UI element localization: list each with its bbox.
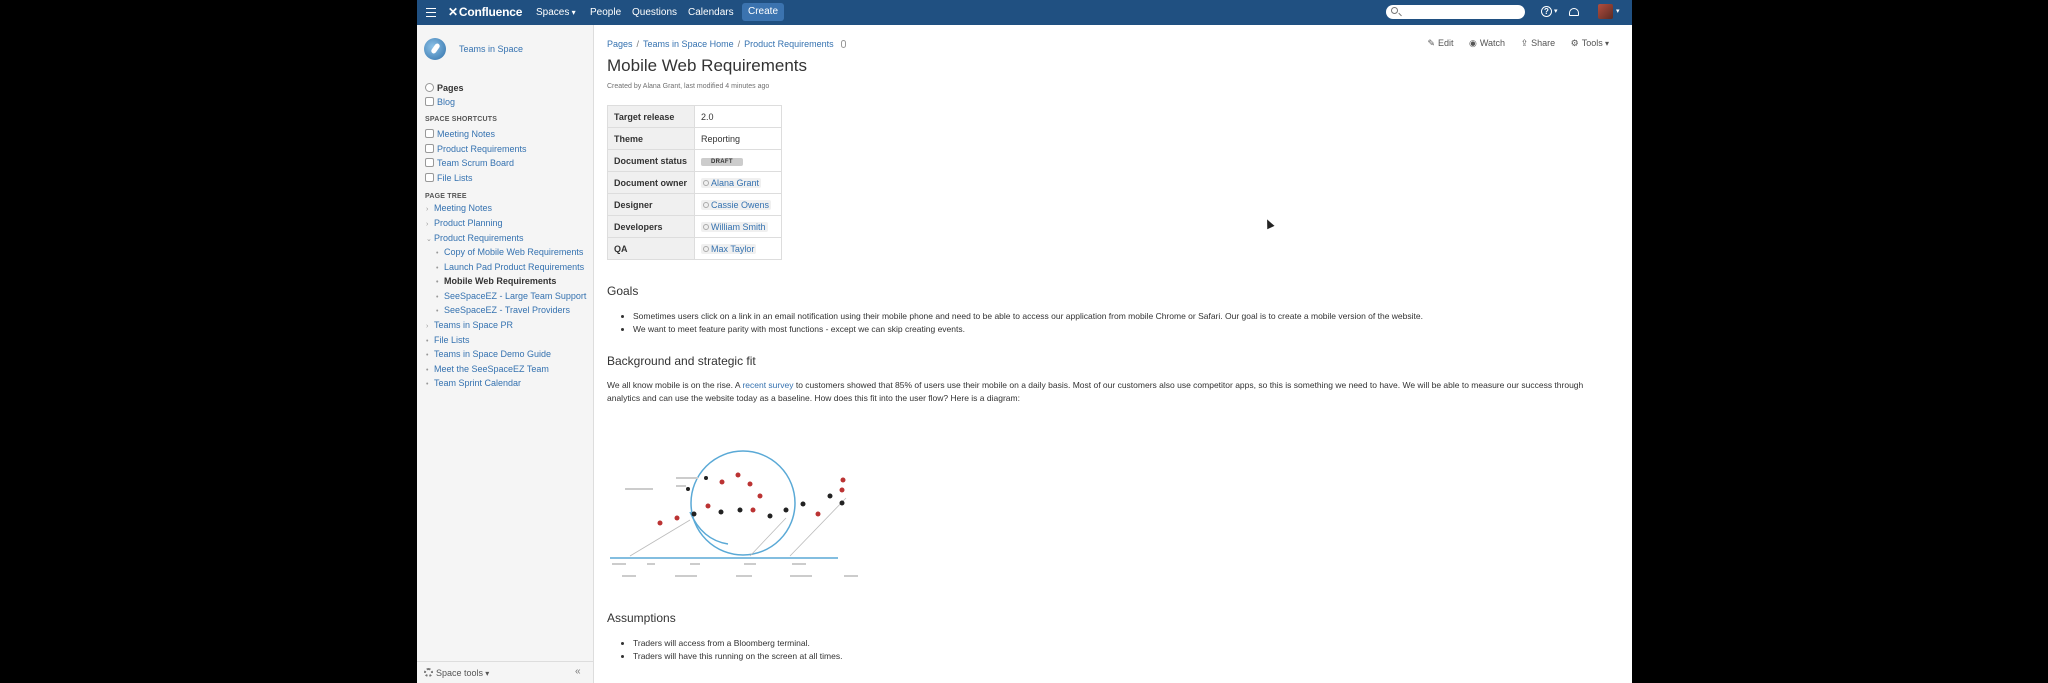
diagram-label (676, 477, 698, 479)
bullet-icon: • (426, 338, 429, 345)
nav-calendars-link[interactable]: Calendars (688, 7, 734, 18)
pencil-icon: ✎ (1427, 38, 1435, 48)
create-button[interactable]: Create (742, 3, 784, 21)
page-actions (1414, 38, 1609, 49)
diagram-node (758, 494, 763, 499)
edit-button[interactable]: ✎ Edit (1427, 38, 1454, 48)
sidebar-divider (417, 661, 594, 662)
share-button[interactable]: ⇪ Share (1520, 38, 1556, 48)
page-icon (425, 129, 434, 138)
user-icon (703, 224, 709, 230)
user-flow-diagram (610, 448, 930, 588)
diagram-label (736, 575, 752, 577)
diagram-label (790, 575, 812, 577)
bullet-icon: • (426, 381, 429, 388)
shortcut-product-requirements[interactable]: Product Requirements (425, 144, 527, 154)
shortcut-team-scrum-board[interactable]: Team Scrum Board (425, 158, 514, 168)
diagram-label (647, 563, 655, 565)
attachment-icon[interactable] (841, 40, 846, 48)
chevron-down-icon[interactable]: ⌄ (426, 236, 432, 243)
diagram-node (706, 504, 711, 509)
bullet-icon: • (436, 265, 439, 272)
confluence-app (417, 0, 1632, 683)
collapse-sidebar-icon[interactable]: « (575, 666, 581, 677)
table-value (695, 216, 782, 238)
table-key: Target release (608, 106, 695, 128)
diagram-node (784, 508, 789, 513)
page-properties-table (607, 105, 782, 260)
diagram-node (686, 487, 690, 491)
confluence-logo[interactable]: ✕Confluence (448, 5, 523, 19)
goals-list (633, 310, 1423, 336)
bullet-icon: • (436, 279, 439, 286)
user-icon (703, 246, 709, 252)
watch-button[interactable]: ◉ Watch (1469, 38, 1506, 48)
tree-item-product-planning[interactable]: › Product Planning (426, 218, 503, 228)
share-icon: ⇪ (1520, 38, 1529, 48)
chevron-down-icon: ▾ (1616, 8, 1620, 15)
bullet-icon: • (426, 352, 429, 359)
table-value (695, 172, 782, 194)
table-row (608, 172, 782, 194)
breadcrumb (607, 39, 846, 49)
diagram-arrow (690, 512, 728, 544)
gear-icon: ⚙ (1570, 38, 1579, 48)
page-title: Mobile Web Requirements (607, 56, 807, 75)
diagram-node (840, 501, 845, 506)
page-byline: Created by Alana Grant, last modified 4 minutes ago (607, 83, 770, 90)
page-icon (425, 144, 434, 153)
tree-item-mobile-web-requirements[interactable]: • Mobile Web Requirements (436, 276, 557, 286)
diagram-label (622, 575, 636, 577)
pages-icon (425, 83, 434, 92)
search-input[interactable] (1386, 5, 1525, 19)
tree-item-team-sprint-calendar[interactable]: • Team Sprint Calendar (426, 378, 522, 388)
breadcrumb-space-home[interactable]: Teams in Space Home (643, 39, 734, 49)
background-paragraph: We all know mobile is on the rise. A recent survey to customers showed that 85% of users use their mobile on a daily basis. Most of our customers also use competitor apps, so this is something we need to have. We will be able to measure our success through analytics and can use the website today as a baseline. How does this fit into the user flow? Here is a diagram: (607, 380, 1584, 403)
list-item: • Sometimes users click on a link in an email notification using their mobile phone and need to be able to access our application from mobile Chrome or Safari. Our goal is to create a mobile version of the website. (633, 310, 1423, 323)
diagram-node (658, 521, 663, 526)
bullet-icon: • (426, 367, 429, 374)
assumptions-list (633, 637, 842, 663)
app-switcher-icon[interactable] (426, 8, 436, 17)
diagram-step-line (790, 498, 846, 556)
diagram-label (612, 563, 626, 565)
gear-icon (424, 668, 433, 677)
space-name-link[interactable]: Teams in Space (459, 44, 524, 54)
board-icon (425, 158, 434, 167)
recent-survey-link[interactable]: recent survey (742, 380, 794, 390)
diagram-node (828, 494, 833, 499)
table-key: Designer (608, 194, 695, 216)
bullet-icon: • (436, 308, 439, 315)
assumptions-heading: Assumptions (607, 611, 676, 625)
user-mention[interactable]: Alana Grant (701, 178, 761, 188)
diagram-node (692, 512, 697, 517)
top-navigation (417, 0, 1632, 25)
table-row (608, 106, 782, 128)
bullet-icon: • (436, 294, 439, 301)
space-logo-icon[interactable] (424, 38, 446, 60)
table-row (608, 150, 782, 172)
chevron-right-icon[interactable]: › (426, 221, 429, 228)
diagram-node (719, 510, 724, 515)
table-row (608, 128, 782, 150)
nav-people-link[interactable]: People (590, 7, 622, 18)
tree-item-meet-the-team[interactable]: • Meet the SeeSpaceEZ Team (426, 364, 549, 374)
user-icon (703, 180, 709, 186)
eye-icon: ◉ (1469, 38, 1477, 48)
diagram-label (625, 488, 653, 490)
space-tools-menu[interactable]: Space tools ▾ (424, 668, 489, 678)
shortcut-file-lists[interactable]: File Lists (425, 173, 473, 183)
diagram-node (675, 516, 680, 521)
nav-questions-link[interactable]: Questions (632, 7, 678, 18)
user-mention[interactable]: Max Taylor (701, 244, 756, 254)
chevron-right-icon[interactable]: › (426, 206, 429, 213)
table-key: QA (608, 238, 695, 260)
space-sidebar (417, 25, 594, 683)
table-key: Theme (608, 128, 695, 150)
background-heading: Background and strategic fit (607, 354, 756, 368)
space-shortcuts-heading: SPACE SHORTCUTS (425, 116, 498, 123)
diagram-node (768, 514, 773, 519)
status-badge: DRAFT (701, 158, 743, 166)
table-row (608, 238, 782, 260)
diagram-node (738, 508, 743, 513)
bullet-icon: • (436, 250, 439, 257)
diagram-node (801, 502, 806, 507)
table-value (695, 150, 782, 172)
user-mention[interactable]: Cassie Owens (701, 200, 771, 210)
diagram-node (720, 480, 725, 485)
diagram-loop (691, 451, 795, 555)
diagram-node (704, 476, 708, 480)
sidebar-blog-link[interactable]: Blog (425, 97, 455, 107)
diagram-node (751, 508, 756, 513)
table-key: Developers (608, 216, 695, 238)
table-value (695, 238, 782, 260)
page-tree-heading: PAGE TREE (425, 193, 467, 200)
tree-item-product-requirements[interactable]: ⌄ Product Requirements (426, 233, 524, 243)
blog-icon (425, 97, 434, 106)
diagram-label (676, 485, 686, 487)
confluence-x-icon: ✕ (448, 5, 458, 19)
diagram-label (744, 563, 756, 565)
breadcrumb-pages[interactable]: Pages (607, 39, 633, 49)
page-content (607, 25, 1622, 683)
sidebar-pages-link[interactable]: Pages (425, 83, 464, 93)
table-value: 2.0 (695, 106, 782, 128)
tree-item-demo-guide[interactable]: • Teams in Space Demo Guide (426, 349, 552, 359)
tree-item-copy-of-mobile-web-requirements[interactable]: • Copy of Mobile Web Requirements (436, 247, 584, 257)
tree-item-seespaceez-large-team-support[interactable]: • SeeSpaceEZ - Large Team Support (436, 291, 587, 301)
diagram-node (840, 488, 845, 493)
shortcut-meeting-notes[interactable]: Meeting Notes (425, 129, 495, 139)
notifications-icon[interactable] (1569, 8, 1579, 16)
diagram-node (841, 478, 846, 483)
help-icon[interactable]: ? (1541, 6, 1552, 17)
nav-spaces-menu[interactable]: Spaces ▾ (536, 0, 576, 25)
table-key: Document owner (608, 172, 695, 194)
diagram-label (844, 575, 858, 577)
user-icon (703, 202, 709, 208)
diagram-node (736, 473, 741, 478)
tree-item-teams-in-space-pr[interactable]: › Teams in Space PR (426, 320, 514, 330)
diagram-node (816, 512, 821, 517)
user-mention[interactable]: William Smith (701, 222, 768, 232)
list-item: • We want to meet feature parity with most functions - except we can skip creating events. (633, 323, 1423, 336)
list-item: • Traders will have this running on the screen at all times. (633, 650, 842, 663)
search-icon (1391, 7, 1398, 14)
list-item: • Traders will access from a Bloomberg terminal. (633, 637, 842, 650)
chevron-down-icon: ▾ (1554, 8, 1558, 15)
diagram-label (675, 575, 697, 577)
diagram-node (748, 482, 753, 487)
tools-menu[interactable]: ⚙ Tools ▾ (1571, 38, 1609, 48)
tree-item-file-lists[interactable]: • File Lists (426, 335, 470, 345)
tree-item-launch-pad-product-requirements[interactable]: • Launch Pad Product Requirements (436, 262, 585, 272)
table-row (608, 216, 782, 238)
chevron-right-icon[interactable]: › (426, 323, 429, 330)
user-avatar[interactable] (1598, 4, 1613, 19)
breadcrumb-separator: / (636, 39, 640, 49)
breadcrumb-product-requirements[interactable]: Product Requirements (744, 39, 834, 49)
table-value (695, 194, 782, 216)
diagram-step-line (750, 518, 786, 556)
breadcrumb-separator: / (737, 39, 741, 49)
table-key: Document status (608, 150, 695, 172)
diagram-label (690, 563, 700, 565)
tree-item-meeting-notes[interactable]: › Meeting Notes (426, 203, 493, 213)
goals-heading: Goals (607, 284, 639, 298)
table-value: Reporting (695, 128, 782, 150)
tree-item-seespaceez-travel-providers[interactable]: • SeeSpaceEZ - Travel Providers (436, 305, 571, 315)
table-row (608, 194, 782, 216)
file-icon (425, 173, 434, 182)
diagram-label (792, 563, 806, 565)
